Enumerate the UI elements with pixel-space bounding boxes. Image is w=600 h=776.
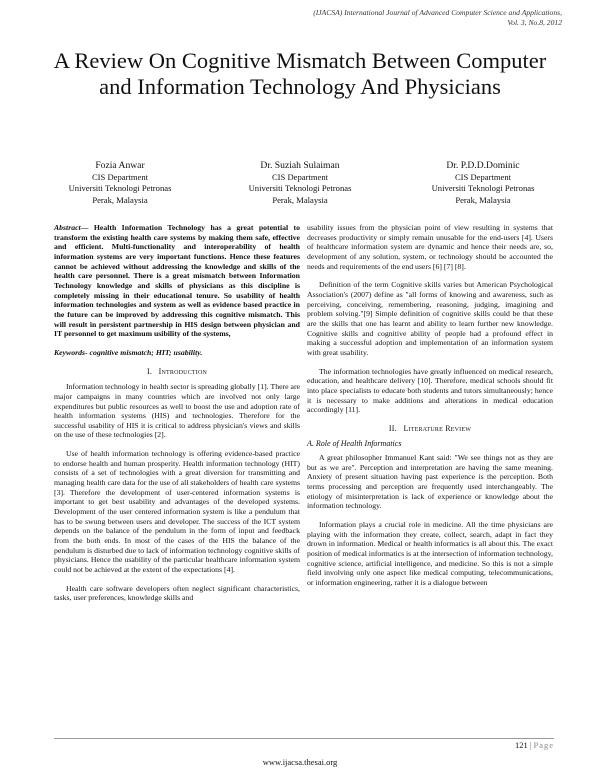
author-name: Fozia Anwar <box>95 160 145 171</box>
section-title: Literature Review <box>403 423 472 433</box>
journal-volume: Vol. 3, No.8, 2012 <box>507 18 562 27</box>
author-block-1 <box>35 160 205 206</box>
abstract-text: — Health Information Technology has a great potential to transform the existing health care systems by making them safe, effective and efficient. Multi-functionality and interoperability of health information systems are very important functions. Hence these features cannot be achieved without addressing the knowledge and skills of the health care personnel. There is a great mismatch between Information Technology knowledge and skills of physicians as this discipline is completely missing in their educational tenure. So usability of health information technologies and system as well as evidence based practice in the future can be improved by addressing this cognitive mismatch. This will result in persistent partnership in HIS design between physician and IT personnel to get maximum usibility of the systems, <box>54 223 300 339</box>
author-univ: Universiti Teknologi Petronas <box>431 183 535 193</box>
section-heading-introduction <box>54 367 300 377</box>
section-number: I. <box>146 366 153 376</box>
author-loc: Perak, Malaysia <box>272 194 328 205</box>
author-block-3 <box>398 160 568 206</box>
keywords: Keywords- cognitive mismatch; HIT; usability. <box>54 347 203 357</box>
right-column <box>307 223 553 597</box>
author-name: Dr. Suziah Sulaiman <box>260 160 340 171</box>
author-name: Dr. P.D.D.Dominic <box>446 160 520 171</box>
page-separator: | <box>529 740 532 750</box>
section-title: Introduction <box>158 366 208 376</box>
author-block-2 <box>215 160 385 206</box>
author-dept: CIS Department <box>454 171 512 182</box>
author-univ: Universiti Teknologi Petronas <box>68 183 172 193</box>
author-dept: CIS Department <box>271 171 329 182</box>
footer-divider <box>54 738 554 739</box>
section-heading-literature-review <box>307 424 553 434</box>
page-number-value: 121 <box>515 740 528 750</box>
paper-title: A Review On Cognitive Mismatch Between Computer and Information Technology And Physicians <box>53 48 547 99</box>
paragraph: Definition of the term Cognitive skills varies but American Psychological Association's (2007) define as "all forms of knowing and awareness, such as perceiving, conceiving, remembering, reasoning, judging, imagining and problem solving."[9] Simple definition of cognitive skills could be that these are the skills that one has learnt and ability to learn further new knowledge. Cognitive skills and cognitive ability of people had a profound effect in making a successful adoption and implementation of an information system with great usability. <box>307 280 553 357</box>
subsection-heading: A. Role of Health Informatics <box>307 439 402 449</box>
footer-url: www.ijacsa.thesai.org <box>262 757 338 767</box>
page-label: Page <box>533 740 554 750</box>
abstract <box>54 223 300 339</box>
abstract-label: Abstract <box>54 223 81 232</box>
author-univ: Universiti Teknologi Petronas <box>248 183 352 193</box>
paragraph: A great philosopher Immanuel Kant said: "We see things not as they are but as we are". Perception and interpretation are having the same meaning. Anxiety of present situation having past experience is the perception. Both terms processing and perception are frequently used interchangeably. The etiology of misinterpretation is lack of experience or knowledge about the information technology. <box>307 453 553 511</box>
page-number <box>515 740 554 750</box>
paragraph: usability issues from the physician point of view resulting in systems that decreases productivity or simply remain unusable for the end-users [4]. Users of healthcare information system are dynamic and hence their needs are, so, development of any solution, system, or technology should be accounted the needs and requirements of the end users [6] [7] [8]. <box>307 223 553 271</box>
left-column <box>54 223 300 612</box>
paragraph: The information technologies have greatly influenced on medical research, education, and healthcare delivery [10]. Therefore, medical schools should fit into place specialists to educate both students and tutors simultaneously; hence it is necessary to make additions and alterations in medical education accordingly [11]. <box>307 366 553 415</box>
paragraph: Information technology in health sector is spreading globally [1]. There are major campaigns in many countries which are involved not only large expenditures but public resources as well to boost the use and adoption rate of health information systems (HIS) and technologies. Therefore for the successful usability of HIS it is critical to address physician's views and skills on the use of these technologies [2]. <box>54 382 300 440</box>
author-loc: Perak, Malaysia <box>455 194 511 205</box>
author-dept: CIS Department <box>91 171 149 182</box>
journal-name: (IJACSA) International Journal of Advanced Computer Science and Applications, <box>313 8 562 17</box>
paragraph: Health care software developers often neglect significant characteristics, tasks, user preferences, knowledge skills and <box>54 583 300 603</box>
paragraph: Information plays a crucial role in medicine. All the time physicians are playing with the information they create, collect, search, adapt in fact they drown in information. Medical or health informatics is all about this. The exact position of medical informatics is at the intersection of information technology, cognitive science, artificial intelligence, and medicine. So this is not a simple field involving only one aspect like medical computing, telecommunications, or information engineering, rather it is a dialogue between <box>307 520 553 587</box>
section-number: II. <box>388 423 397 433</box>
paragraph: Use of health information technology is offering evidence-based practice to endorse health and human prosperity. Health information technology (HIT) consists of a set of technologies with a great diversion for transmitting and managing health care data for the use of all stakeholders of health care systems [3]. Therefore the development of user-centered information systems is important to get best usability and advantages of the developed systems. Development of the user centered information system is like a pendulum that has to be swung between users and developer. The success of the ICT system depends on the balance of the pendulum in the form of input and feedback from the both ends. In most of the cases of the HIS the balance of the pendulum is disturbed due to lack of information technology cognitive skills of physicians. Hence the usability of the particular healthcare information system could not be achieved at the extent of the expectations [4]. <box>54 449 300 574</box>
journal-header <box>222 8 562 28</box>
author-loc: Perak, Malaysia <box>92 194 148 205</box>
